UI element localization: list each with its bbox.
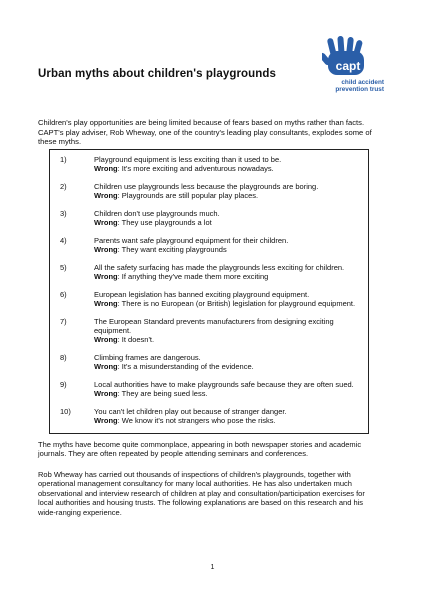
wrong-label: Wrong <box>94 245 118 255</box>
rebuttal-text: : They are being sued less. <box>117 389 208 399</box>
rebuttal-text: : They want exciting playgrounds <box>117 245 227 255</box>
myth-rebuttal <box>94 335 360 344</box>
rebuttal-text: : There is no European (or British) legislation for playground equipment. <box>117 299 356 309</box>
wrong-label: Wrong <box>94 272 118 282</box>
logo-caption <box>318 80 384 93</box>
wrong-label: Wrong <box>94 299 118 309</box>
wrong-label: Wrong <box>94 218 118 228</box>
rebuttal-text: : They use playgrounds a lot <box>117 218 212 228</box>
wrong-label: Wrong <box>94 416 118 426</box>
rebuttal-text: : We know it's not strangers who pose the risks. <box>117 416 276 426</box>
rebuttal-text: : It's a misunderstanding of the evidence. <box>117 362 254 372</box>
wrong-label: Wrong <box>94 164 118 174</box>
myth-claim: Playground equipment is less exciting than it used to be. <box>94 155 282 164</box>
rob-wheway-paragraph: Rob Wheway has carried out thousands of inspections of children's playgrounds, together with operational management consultancy for many local authorities. He has also undertaken much observational and interview research of children at play and consultation/participation exercises for local authorities and housing trusts. The following explanations are based on this research and his wide-ranging experience. <box>38 470 365 517</box>
wrong-label: Wrong <box>94 191 118 201</box>
myth-claim: Children use playgrounds less because the playgrounds are boring. <box>94 182 319 191</box>
myth-number: 4) <box>60 236 67 245</box>
logo-line-2: prevention trust <box>335 85 384 93</box>
wrong-label: Wrong <box>94 389 118 399</box>
svg-text:capt: capt <box>335 59 361 73</box>
myth-rebuttal <box>94 218 360 227</box>
myth-number: 1) <box>60 155 67 164</box>
myth-rebuttal <box>94 362 360 371</box>
myths-list <box>49 149 369 434</box>
page-title: Urban myths about children's playgrounds <box>38 68 277 80</box>
myth-claim: All the safety surfacing has made the playgrounds less exciting for children. <box>94 263 345 272</box>
myth-rebuttal <box>94 272 360 281</box>
rebuttal-text: : If anything they've made them more exciting <box>117 272 269 282</box>
myth-number: 7) <box>60 317 67 326</box>
myth-claim: European legislation has banned exciting playground equipment. <box>94 290 310 299</box>
page-number: 1 <box>210 564 215 571</box>
myth-rebuttal <box>94 299 360 308</box>
myth-claim: The European Standard prevents manufacturers from designing exciting equipment. <box>94 317 334 336</box>
myth-number: 2) <box>60 182 67 191</box>
myth-rebuttal <box>94 389 360 398</box>
myth-number: 10) <box>60 407 71 416</box>
myth-number: 8) <box>60 353 67 362</box>
myth-claim: Climbing frames are dangerous. <box>94 353 201 362</box>
rebuttal-text: : Playgrounds are still popular play places. <box>117 191 259 201</box>
wrong-label: Wrong <box>94 335 118 345</box>
myths-commonplace-paragraph: The myths have become quite commonplace, appearing in both newspaper stories and academic journals. They are often repeated by people attending seminars and conferences. <box>38 440 362 459</box>
myth-number: 3) <box>60 209 67 218</box>
myth-claim: You can't let children play out because of stranger danger. <box>94 407 287 416</box>
myth-number: 5) <box>60 263 67 272</box>
myth-rebuttal <box>94 416 360 425</box>
myth-claim: Children don't use playgrounds much. <box>94 209 220 218</box>
myth-claim: Parents want safe playground equipment for their children. <box>94 236 289 245</box>
rebuttal-text: : It doesn't. <box>117 335 155 345</box>
intro-paragraph: Children's play opportunities are being limited because of fears based on myths rather than facts. CAPT's play adviser, Rob Wheway, one of the country's leading play consultants, explodes some of these myths. <box>38 118 372 147</box>
capt-logo <box>318 36 384 98</box>
myth-number: 9) <box>60 380 67 389</box>
myth-claim: Local authorities have to make playgrounds safe because they are often sued. <box>94 380 354 389</box>
myth-rebuttal <box>94 164 360 173</box>
wrong-label: Wrong <box>94 362 118 372</box>
rebuttal-text: : It's more exciting and adventurous nowadays. <box>117 164 274 174</box>
logo-line-1: child accident <box>341 79 384 86</box>
myth-rebuttal <box>94 245 360 254</box>
myth-number: 6) <box>60 290 67 299</box>
hand-logo-icon <box>322 36 380 80</box>
myth-rebuttal <box>94 191 360 200</box>
